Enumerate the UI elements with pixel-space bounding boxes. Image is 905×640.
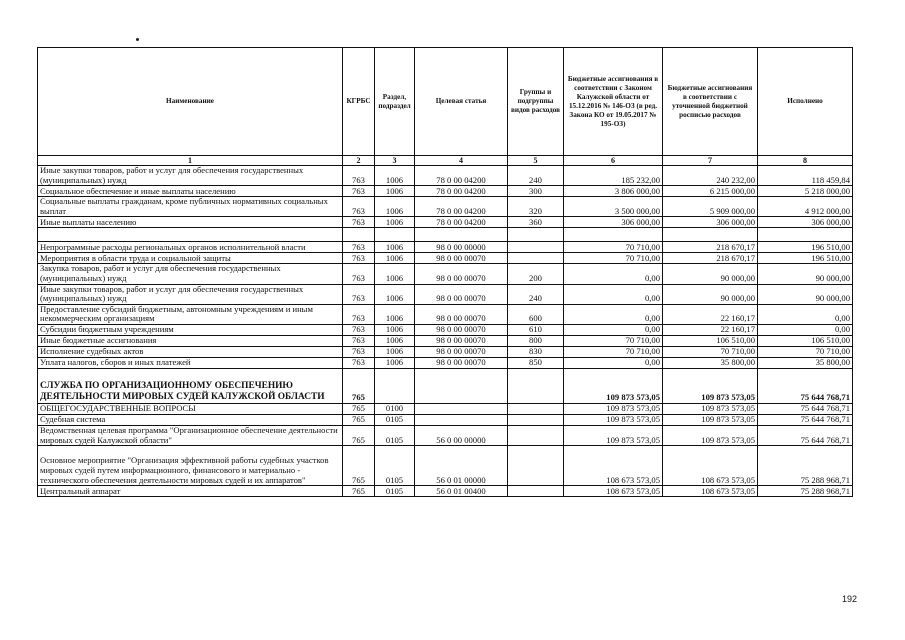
row-group: 600 [508, 304, 564, 324]
row-group [508, 242, 564, 253]
row-target: 98 0 00 00070 [415, 346, 508, 357]
row-revised: 106 510,00 [663, 335, 758, 346]
row-law: 108 673 573,05 [564, 486, 663, 497]
row-kgrbs: 763 [343, 242, 375, 253]
row-group: 800 [508, 335, 564, 346]
row-revised: 306 000,00 [663, 217, 758, 228]
row-name: Ведомственная целевая программа "Организационное обеспечение деятельности мировых судей Калужской области" [38, 425, 343, 445]
row-kgrbs: 763 [343, 324, 375, 335]
row-revised: 90 000,00 [663, 284, 758, 304]
row-name: Основное мероприятие "Организация эффективной работы судебных участков мировых судей путем информационного, финансового и материально - технического обеспечения деятельности мировых судей и их аппаратов" [38, 446, 343, 486]
row-section: 1006 [375, 346, 415, 357]
row-revised: 90 000,00 [663, 264, 758, 284]
row-revised: 109 873 573,05 [663, 368, 758, 403]
row-section: 1006 [375, 242, 415, 253]
row-kgrbs: 763 [343, 217, 375, 228]
row-section: 1006 [375, 264, 415, 284]
row-revised: 5 909 000,00 [663, 197, 758, 217]
row-kgrbs: 763 [343, 264, 375, 284]
row-group: 360 [508, 217, 564, 228]
row-name: Иные закупки товаров, работ и услуг для обеспечения государственных (муниципальных) нужд [38, 284, 343, 304]
row-executed: 90 000,00 [758, 284, 853, 304]
table-row [38, 357, 853, 368]
row-name: ОБЩЕГОСУДАРСТВЕННЫЕ ВОПРОСЫ [38, 403, 343, 414]
table-row [38, 284, 853, 304]
row-group: 610 [508, 324, 564, 335]
table-header-row [38, 48, 853, 156]
row-target [415, 414, 508, 425]
row-kgrbs: 763 [343, 346, 375, 357]
row-revised: 109 873 573,05 [663, 403, 758, 414]
row-executed: 70 710,00 [758, 346, 853, 357]
row-group [508, 253, 564, 264]
row-target: 56 0 01 00000 [415, 446, 508, 486]
table-row [38, 253, 853, 264]
row-target [415, 403, 508, 414]
row-kgrbs: 765 [343, 446, 375, 486]
table-row-organization [38, 368, 853, 403]
row-executed: 196 510,00 [758, 242, 853, 253]
row-name: Центральный аппарат [38, 486, 343, 497]
row-name: Мероприятия в области труда и социальной защиты [38, 253, 343, 264]
row-name: Непрограммные расходы региональных органов исполнительной власти [38, 242, 343, 253]
row-kgrbs: 765 [343, 414, 375, 425]
row-law: 3 806 000,00 [564, 186, 663, 197]
row-kgrbs: 763 [343, 253, 375, 264]
row-law: 0,00 [564, 304, 663, 324]
row-target: 98 0 00 00070 [415, 335, 508, 346]
row-law: 306 000,00 [564, 217, 663, 228]
row-group [508, 425, 564, 445]
column-number: 8 [758, 156, 853, 166]
row-group [508, 486, 564, 497]
row-revised: 218 670,17 [663, 253, 758, 264]
row-target: 56 0 00 00000 [415, 425, 508, 445]
header-revised: Бюджетные ассигнования в соответствии с уточненной бюджетной росписью расходов [663, 48, 758, 156]
table-row [38, 324, 853, 335]
row-executed: 306 000,00 [758, 217, 853, 228]
table-row [38, 335, 853, 346]
row-target: 98 0 00 00070 [415, 324, 508, 335]
row-section: 1006 [375, 357, 415, 368]
row-group [508, 403, 564, 414]
table-row [38, 446, 853, 486]
row-revised: 35 800,00 [663, 357, 758, 368]
header-executed: Исполнено [758, 48, 853, 156]
stray-dot-mark [136, 38, 139, 41]
header-kgrbs: КГРБС [343, 48, 375, 156]
row-name: Исполнение судебных актов [38, 346, 343, 357]
row-target: 78 0 00 04200 [415, 217, 508, 228]
row-kgrbs: 763 [343, 357, 375, 368]
column-number: 4 [415, 156, 508, 166]
row-name: Уплата налогов, сборов и иных платежей [38, 357, 343, 368]
row-section: 0105 [375, 486, 415, 497]
header-law: Бюджетные ассигнования в соответствии с Законом Калужской области от 15.12.2016 № 146-ОЗ (в ред. Закона КО от 19.05.2017 № 195-ОЗ) [564, 48, 663, 156]
row-name: Предоставление субсидий бюджетным, автономным учреждениям и иным некоммерческим организациям [38, 304, 343, 324]
row-section: 1006 [375, 253, 415, 264]
row-revised: 109 873 573,05 [663, 414, 758, 425]
budget-execution-table [37, 47, 853, 497]
row-target: 78 0 00 04200 [415, 197, 508, 217]
row-group: 850 [508, 357, 564, 368]
row-group [508, 446, 564, 486]
row-target: 98 0 00 00070 [415, 264, 508, 284]
row-executed: 75 644 768,71 [758, 403, 853, 414]
table-row [38, 486, 853, 497]
row-executed: 75 644 768,71 [758, 368, 853, 403]
row-kgrbs: 763 [343, 197, 375, 217]
table-row [38, 217, 853, 228]
row-group: 240 [508, 284, 564, 304]
row-executed: 75 288 968,71 [758, 486, 853, 497]
row-kgrbs: 763 [343, 335, 375, 346]
row-section: 1006 [375, 166, 415, 186]
column-number: 7 [663, 156, 758, 166]
row-revised: 22 160,17 [663, 324, 758, 335]
header-target: Целевая статья [415, 48, 508, 156]
row-target: 98 0 00 00070 [415, 304, 508, 324]
row-executed: 106 510,00 [758, 335, 853, 346]
row-name: Закупка товаров, работ и услуг для обеспечения государственных (муниципальных) нужд [38, 264, 343, 284]
header-name: Наименование [38, 48, 343, 156]
row-revised: 22 160,17 [663, 304, 758, 324]
row-revised: 70 710,00 [663, 346, 758, 357]
row-kgrbs: 765 [343, 486, 375, 497]
row-law: 70 710,00 [564, 346, 663, 357]
row-section [375, 368, 415, 403]
table-row [38, 346, 853, 357]
row-revised: 109 873 573,05 [663, 425, 758, 445]
row-executed: 4 912 000,00 [758, 197, 853, 217]
row-section: 1006 [375, 186, 415, 197]
row-name: СЛУЖБА ПО ОРГАНИЗАЦИОННОМУ ОБЕСПЕЧЕНИЮ ДЕЯТЕЛЬНОСТИ МИРОВЫХ СУДЕЙ КАЛУЖСКОЙ ОБЛАСТИ [38, 368, 343, 403]
row-group [508, 414, 564, 425]
row-executed: 75 288 968,71 [758, 446, 853, 486]
row-executed: 118 459,84 [758, 166, 853, 186]
page-number: 192 [841, 594, 857, 604]
row-kgrbs: 763 [343, 284, 375, 304]
row-target: 78 0 00 04200 [415, 186, 508, 197]
row-section: 1006 [375, 304, 415, 324]
row-law: 70 710,00 [564, 253, 663, 264]
row-section: 1006 [375, 197, 415, 217]
row-law: 185 232,00 [564, 166, 663, 186]
table-row [38, 242, 853, 253]
row-name: Социальное обеспечение и иные выплаты населению [38, 186, 343, 197]
row-law: 109 873 573,05 [564, 403, 663, 414]
row-group: 240 [508, 166, 564, 186]
table-row [38, 264, 853, 284]
spacer-row [38, 228, 853, 242]
column-number: 2 [343, 156, 375, 166]
row-target: 98 0 00 00070 [415, 284, 508, 304]
row-revised: 240 232,00 [663, 166, 758, 186]
column-number: 5 [508, 156, 564, 166]
row-section: 1006 [375, 284, 415, 304]
row-revised: 108 673 573,05 [663, 486, 758, 497]
row-group: 830 [508, 346, 564, 357]
row-target: 98 0 00 00070 [415, 253, 508, 264]
row-group: 300 [508, 186, 564, 197]
column-number: 1 [38, 156, 343, 166]
row-target: 98 0 00 00070 [415, 357, 508, 368]
row-name: Иные выплаты населению [38, 217, 343, 228]
row-law: 0,00 [564, 284, 663, 304]
column-number: 6 [564, 156, 663, 166]
row-section: 0105 [375, 414, 415, 425]
row-law: 3 500 000,00 [564, 197, 663, 217]
row-law: 70 710,00 [564, 242, 663, 253]
row-law: 108 673 573,05 [564, 446, 663, 486]
row-section: 0105 [375, 446, 415, 486]
row-name: Иные бюджетные ассигнования [38, 335, 343, 346]
row-target [415, 368, 508, 403]
row-executed: 75 644 768,71 [758, 425, 853, 445]
row-section: 1006 [375, 217, 415, 228]
row-section: 0105 [375, 425, 415, 445]
row-kgrbs: 763 [343, 186, 375, 197]
table-row [38, 414, 853, 425]
row-executed: 5 218 000,00 [758, 186, 853, 197]
row-target: 98 0 00 00000 [415, 242, 508, 253]
row-revised: 108 673 573,05 [663, 446, 758, 486]
row-section: 0100 [375, 403, 415, 414]
row-executed: 35 800,00 [758, 357, 853, 368]
table-row [38, 166, 853, 186]
column-number-row [38, 156, 853, 166]
row-name: Иные закупки товаров, работ и услуг для обеспечения государственных (муниципальных) нужд [38, 166, 343, 186]
header-section: Раздел, подраздел [375, 48, 415, 156]
table-row [38, 425, 853, 445]
row-revised: 6 215 000,00 [663, 186, 758, 197]
row-target: 56 0 01 00400 [415, 486, 508, 497]
row-section: 1006 [375, 324, 415, 335]
header-group: Группы и подгруппы видов расходов [508, 48, 564, 156]
table-row [38, 186, 853, 197]
row-kgrbs: 765 [343, 368, 375, 403]
row-kgrbs: 763 [343, 304, 375, 324]
table-row [38, 197, 853, 217]
column-number: 3 [375, 156, 415, 166]
row-executed: 0,00 [758, 324, 853, 335]
row-name: Субсидии бюджетным учреждениям [38, 324, 343, 335]
row-law: 70 710,00 [564, 335, 663, 346]
row-name: Социальные выплаты гражданам, кроме публичных нормативных социальных выплат [38, 197, 343, 217]
row-section: 1006 [375, 335, 415, 346]
row-law: 109 873 573,05 [564, 414, 663, 425]
row-kgrbs: 765 [343, 403, 375, 414]
row-group: 320 [508, 197, 564, 217]
row-law: 0,00 [564, 357, 663, 368]
row-kgrbs: 765 [343, 425, 375, 445]
row-executed: 196 510,00 [758, 253, 853, 264]
row-revised: 218 670,17 [663, 242, 758, 253]
table-row [38, 304, 853, 324]
row-kgrbs: 763 [343, 166, 375, 186]
row-group [508, 368, 564, 403]
row-name: Судебная система [38, 414, 343, 425]
table-row [38, 403, 853, 414]
row-executed: 75 644 768,71 [758, 414, 853, 425]
row-law: 109 873 573,05 [564, 368, 663, 403]
row-target: 78 0 00 04200 [415, 166, 508, 186]
row-executed: 0,00 [758, 304, 853, 324]
row-law: 109 873 573,05 [564, 425, 663, 445]
row-executed: 90 000,00 [758, 264, 853, 284]
row-law: 0,00 [564, 324, 663, 335]
row-group: 200 [508, 264, 564, 284]
row-law: 0,00 [564, 264, 663, 284]
